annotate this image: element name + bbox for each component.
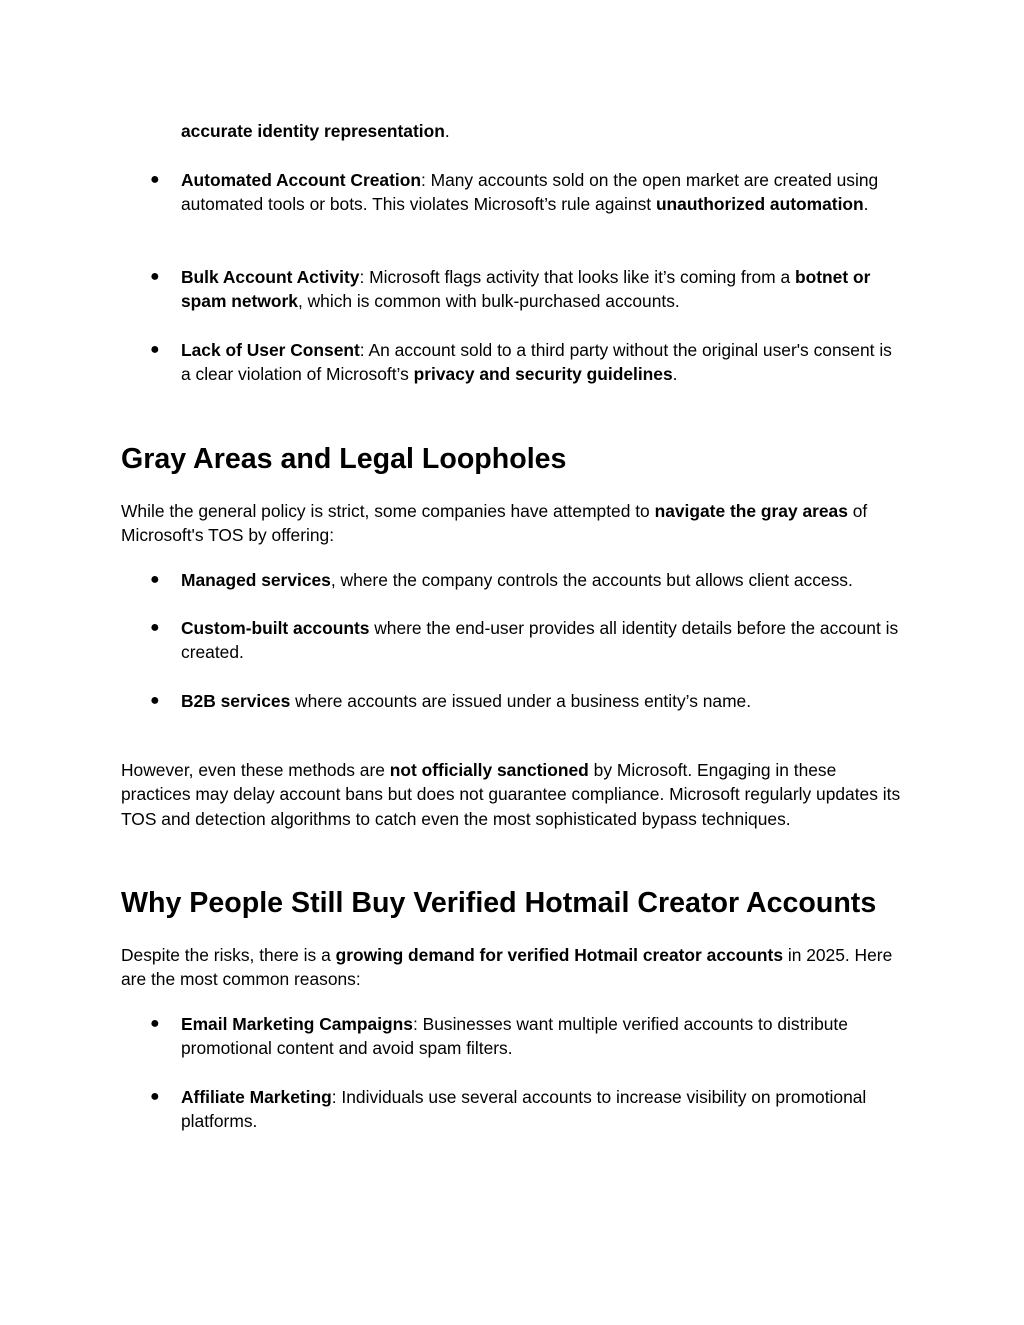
section-heading-gray-areas: Gray Areas and Legal Loopholes [121, 443, 567, 475]
section-heading-why-people: Why People Still Buy Verified Hotmail Creator Accounts [121, 887, 877, 919]
gray-intro-text: While the general policy is strict, some companies have attempted to [121, 501, 655, 521]
why-intro-emphasis: growing demand for verified Hotmail creator accounts [335, 945, 783, 965]
bullet-icon: ● [150, 341, 160, 358]
gray-closing-text: However, even these methods are [121, 760, 390, 780]
continuation-line [181, 119, 901, 143]
list-item-lead: Affiliate Marketing [181, 1087, 332, 1107]
list-item-lead: Lack of User Consent [181, 340, 360, 360]
list-item-text: where accounts are issued under a business entity’s name. [290, 691, 752, 711]
bullet-icon: ● [150, 692, 160, 709]
list-item-tail: , which is common with bulk-purchased accounts. [297, 291, 680, 312]
why-intro-text: Despite the risks, there is a [121, 945, 336, 965]
list-item [150, 265, 901, 314]
list-item-lead: B2B services [181, 691, 291, 711]
list-item [150, 1012, 901, 1061]
list-item-lead: Custom-built accounts [181, 618, 370, 638]
list-item [150, 689, 901, 713]
list-item-text: where the end-user provides all identity details before the account is created. [181, 618, 899, 663]
list-item-text: : Many accounts sold on the open market are created using automated tools or bots. This violates Microsoft’s rule against [181, 170, 879, 215]
bullet-icon: ● [150, 171, 160, 188]
continuation-bold: accurate identity representation [181, 121, 445, 141]
list-item [150, 168, 901, 217]
gray-closing-emphasis: not officially sanctioned [389, 760, 589, 780]
list-item [150, 568, 911, 592]
why-intro-tail: in 2025. Here are the most common reasons: [121, 945, 893, 990]
list-item-text: : Microsoft flags activity that looks like it’s coming from a [359, 267, 796, 287]
list-item-lead: Automated Account Creation [181, 170, 421, 190]
list-item-text: : Individuals use several accounts to increase visibility on promotional platforms. [181, 1087, 867, 1132]
list-item-tail: . [672, 364, 678, 385]
gray-intro-emphasis: navigate the gray areas [654, 501, 848, 521]
list-item-emphasis: botnet or spam network [181, 267, 871, 312]
continuation-tail: . [444, 121, 450, 141]
list-item-lead: Bulk Account Activity [181, 267, 360, 287]
list-item-lead: Managed services [181, 570, 331, 590]
gray-closing-tail: by Microsoft. Engaging in these practices may delay account bans but does not guarantee compliance. Microsoft regularly updates its TOS and detection algorithms to catch even the most sophisticated bypass techniques. [121, 760, 901, 829]
list-item-text: , where the company controls the accounts but allows client access. [330, 570, 853, 590]
list-item-text: : An account sold to a third party without the original user's consent is a clear violation of Microsoft’s [181, 340, 892, 385]
list-item [150, 1085, 901, 1134]
bullet-icon: ● [150, 1088, 160, 1105]
list-item [150, 338, 901, 387]
list-item-lead: Email Marketing Campaigns [181, 1014, 413, 1034]
gray-closing-paragraph [121, 758, 901, 831]
list-item-emphasis: unauthorized automation [655, 194, 864, 215]
bullet-icon: ● [150, 571, 160, 588]
why-intro-paragraph [121, 943, 901, 992]
list-item [150, 616, 901, 665]
gray-intro-tail: of Microsoft's TOS by offering: [121, 501, 868, 546]
list-item-emphasis: privacy and security guidelines [413, 364, 673, 385]
gray-intro-paragraph [121, 499, 901, 548]
list-item-text: : Businesses want multiple verified accounts to distribute promotional content and avoid spam filters. [181, 1014, 848, 1059]
bullet-icon: ● [150, 619, 160, 636]
bullet-icon: ● [150, 1015, 160, 1032]
list-item-tail: . [863, 194, 869, 215]
bullet-icon: ● [150, 268, 160, 285]
